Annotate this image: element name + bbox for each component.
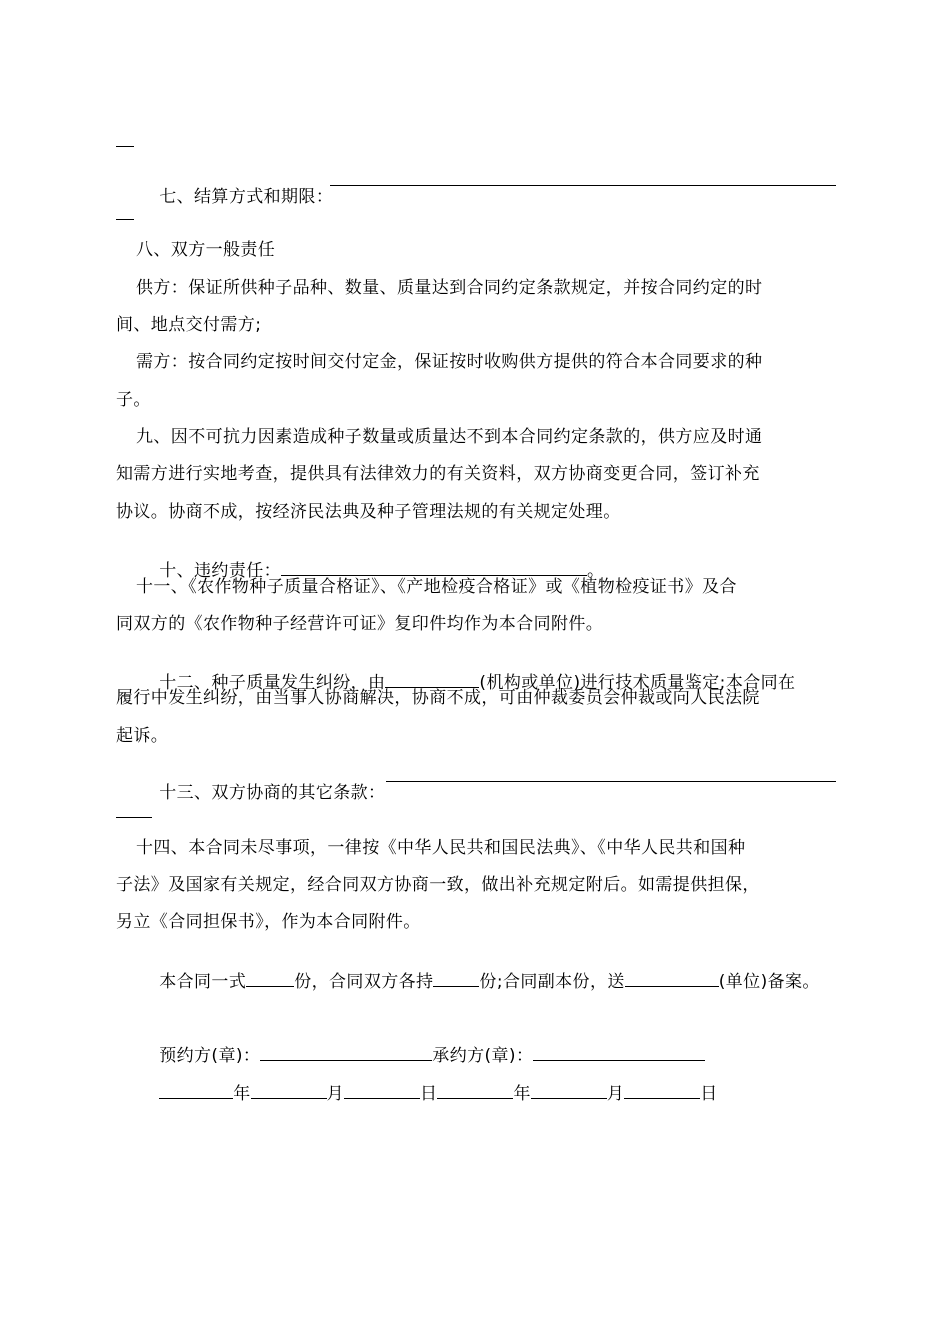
- party-b-blank[interactable]: [533, 1044, 705, 1061]
- section-12-line-3: 起诉。: [116, 726, 169, 746]
- section-7-blank[interactable]: [330, 185, 836, 186]
- section-7-settlement: [136, 167, 333, 227]
- section-13-blank-continuation[interactable]: [116, 817, 152, 818]
- section-7-blank-continuation[interactable]: [116, 219, 134, 220]
- month-label-b: 月: [606, 1084, 625, 1104]
- section-14-line-1: 十四、本合同未尽事项，一律按《中华人民共和国民法典》、《中华人民共和国种: [136, 838, 746, 858]
- section-7-label: 七、结算方式和期限：: [159, 187, 334, 207]
- section-12-text-a: 十二、种子质量发生纠纷，由: [159, 673, 386, 693]
- section-11-line-1: 十一、《农作物种子质量合格证》、《产地检疫合格证》或《植物检疫证书》及合: [136, 577, 737, 597]
- day-label-a: 日: [420, 1084, 438, 1104]
- continuation-underline: [116, 146, 134, 147]
- copies-total-blank[interactable]: [246, 970, 294, 987]
- month-label-a: 月: [326, 1084, 345, 1104]
- section-10-blank[interactable]: [281, 559, 587, 576]
- section-12-line-2: 履行中发生纠纷，由当事人协商解决，协商不成，可由仲裁委员会仲裁或向人民法院: [116, 688, 760, 708]
- party-b-year-blank[interactable]: [437, 1082, 513, 1099]
- copies-text-a: 本合同一式: [159, 972, 247, 992]
- section-14-line-2: 子法》及国家有关规定，经合同双方协商一致，做出补充规定附后。如需提供担保，: [116, 875, 760, 895]
- year-label-a: 年: [233, 1084, 251, 1104]
- section-10-label: 十、违约责任：: [159, 561, 282, 581]
- copies-text-b: 份，合同双方各持: [294, 972, 434, 992]
- section-12-text-b: (机构或单位)进行技术质量鉴定;本合同在: [479, 673, 796, 693]
- copies-text-d: (单位)备案。: [718, 972, 820, 992]
- section-8-buyer-line-2: 子。: [116, 390, 151, 410]
- section-13-other-terms: [136, 763, 385, 823]
- section-11-line-2: 同双方的《农作物种子经营许可证》复印件均作为本合同附件。: [116, 614, 604, 634]
- party-a-label: 预约方(章)：: [159, 1046, 261, 1066]
- section-14-line-3: 另立《合同担保书》，作为本合同附件。: [116, 912, 421, 932]
- section-8-supplier-line-2: 间、地点交付需方;: [116, 315, 262, 335]
- section-9-line-3: 协议。协商不成，按经济民法典及种子管理法规的有关规定处理。: [116, 502, 621, 522]
- party-a-year-blank[interactable]: [159, 1082, 233, 1099]
- party-a-blank[interactable]: [260, 1044, 432, 1061]
- section-8-buyer-line-1: 需方：按合同约定按时间交付定金，保证按时收购供方提供的符合本合同要求的种: [136, 352, 763, 372]
- copies-text-c: 份;合同副本份，送: [479, 972, 625, 992]
- section-13-label: 十三、双方协商的其它条款：: [159, 783, 386, 803]
- party-b-month-blank[interactable]: [531, 1082, 607, 1099]
- party-a-month-blank[interactable]: [251, 1082, 327, 1099]
- copies-unit-blank[interactable]: [625, 970, 719, 987]
- section-10-end: 。: [587, 561, 605, 581]
- copies-line: [136, 950, 820, 1012]
- copies-each-blank[interactable]: [433, 970, 479, 987]
- section-9-line-1: 九、因不可抗力因素造成种子数量或质量达不到本合同约定条款的，供方应及时通: [136, 427, 763, 447]
- party-b-day-blank[interactable]: [624, 1082, 700, 1099]
- date-line: [136, 1062, 718, 1124]
- party-b-label: 承约方(章)：: [432, 1046, 534, 1066]
- section-12-blank[interactable]: [385, 671, 479, 688]
- section-8-supplier-line-1: 供方：保证所供种子品种、数量、质量达到合同约定条款规定，并按合同约定的时: [136, 278, 763, 298]
- party-a-day-blank[interactable]: [344, 1082, 420, 1099]
- section-8-title: 八、双方一般责任: [136, 240, 276, 260]
- year-label-b: 年: [513, 1084, 531, 1104]
- day-label-b: 日: [700, 1084, 718, 1104]
- section-13-blank[interactable]: [386, 781, 836, 782]
- section-9-line-2: 知需方进行实地考查，提供具有法律效力的有关资料，双方协商变更合同，签订补充: [116, 464, 760, 484]
